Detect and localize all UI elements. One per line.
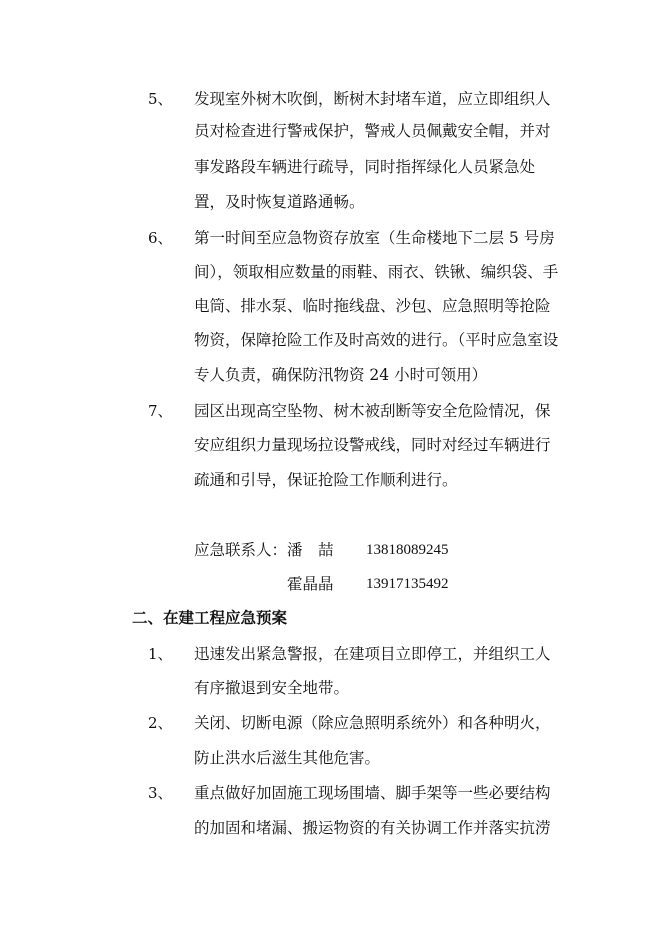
- contacts-label: 应急联系人：: [194, 541, 288, 559]
- item-text-line: 有序撤退到安全地带。: [194, 679, 350, 697]
- item-text-line: 电筒、排水泵、临时拖线盘、沙包、应急照明等抢险: [194, 297, 551, 315]
- item-text-line: 专人负责，确保防汛物资 24 小时可领用）: [194, 366, 488, 384]
- item-text-line: 物资，保障抢险工作及时高效的进行。（平时应急室设: [194, 331, 559, 349]
- contact-name: 潘 喆: [287, 541, 334, 559]
- contact-phone: 13917135492: [366, 576, 449, 592]
- item-text-line: 发现室外树木吹倒，断树木封堵车道，应立即组织人: [194, 90, 551, 108]
- item-number: 3、: [148, 784, 173, 802]
- item-text-line: 安应组织力量现场拉设警戒线，同时对经过车辆进行: [194, 436, 551, 454]
- section-heading: 二、在建工程应急预案: [132, 609, 288, 627]
- item-number: 1、: [148, 645, 173, 663]
- item-text-line: 员对检查进行警戒保护，警戒人员佩戴安全帽，并对: [194, 122, 551, 140]
- contact-name: 霍晶晶: [287, 575, 334, 593]
- item-text-line: 置，及时恢复道路通畅。: [194, 193, 365, 211]
- item-text-line: 事发路段车辆进行疏导，同时指挥绿化人员紧急处: [194, 158, 536, 176]
- item-text-line: 重点做好加固施工现场围墙、脚手架等一些必要结构: [194, 784, 551, 802]
- item-text-line: 疏通和引导，保证抢险工作顺利进行。: [194, 471, 458, 489]
- item-number: 7、: [148, 402, 173, 420]
- item-number: 6、: [148, 229, 173, 247]
- item-text-line: 关闭、切断电源（除应急照明系统外）和各种明火，: [194, 714, 551, 732]
- item-number: 5、: [148, 90, 173, 108]
- contact-phone: 13818089245: [366, 542, 449, 558]
- item-text-line: 迅速发出紧急警报，在建项目立即停工，并组织工人: [194, 645, 551, 663]
- item-text-line: 第一时间至应急物资存放室（生命楼地下二层 5 号房: [194, 229, 555, 247]
- item-text-line: 防止洪水后滋生其他危害。: [194, 749, 381, 767]
- item-number: 2、: [148, 714, 173, 732]
- item-text-line: 的加固和堵漏、搬运物资的有关协调工作并落实抗涝: [194, 819, 551, 837]
- item-text-line: 园区出现高空坠物、树木被刮断等安全危险情况，保: [194, 402, 551, 420]
- item-text-line: 间），领取相应数量的雨鞋、雨衣、铁锹、编织袋、手: [194, 263, 559, 281]
